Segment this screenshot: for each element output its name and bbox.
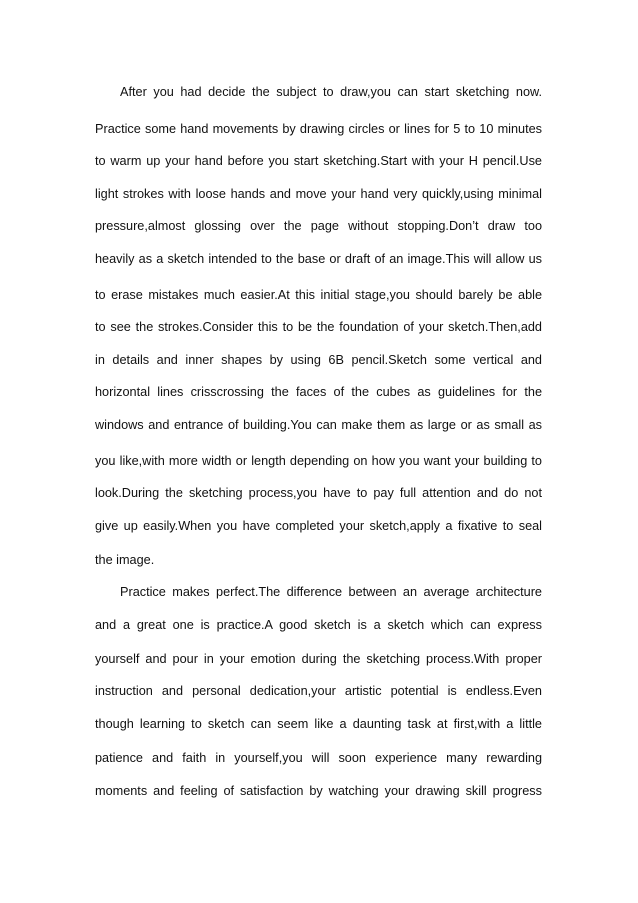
paragraph-1-line-11: windows and entrance of building.You can make them as large or as small as xyxy=(95,418,542,432)
paragraph-1-line-3: to warm up your hand before you start sketching.Start with your H pencil.Use xyxy=(95,154,542,168)
paragraph-1-line-14: give up easily.When you have completed your sketch,apply a fixative to seal xyxy=(95,519,542,533)
paragraph-2-line-3: yourself and pour in your emotion during the sketching process.With proper xyxy=(95,652,542,666)
paragraph-1-line-5: pressure,almost glossing over the page without stopping.Don’t draw too xyxy=(95,219,542,233)
paragraph-1-line-7: to erase mistakes much easier.At this initial stage,you should barely be able xyxy=(95,288,542,302)
paragraph-1-line-13: look.During the sketching process,you have to pay full attention and do not xyxy=(95,486,542,500)
paragraph-1-line-12: you like,with more width or length depending on how you want your building to xyxy=(95,454,542,468)
paragraph-2-line-1: Practice makes perfect.The difference between an average architecture xyxy=(120,585,542,599)
paragraph-1-line-6: heavily as a sketch intended to the base or draft of an image.This will allow us xyxy=(95,252,542,266)
paragraph-2-line-7: moments and feeling of satisfaction by watching your drawing skill progress xyxy=(95,784,542,798)
paragraph-2-line-5: though learning to sketch can seem like a daunting task at first,with a little xyxy=(95,717,542,731)
paragraph-1-line-8: to see the strokes.Consider this to be the foundation of your sketch.Then,add xyxy=(95,320,542,334)
paragraph-2-line-6: patience and faith in yourself,you will soon experience many rewarding xyxy=(95,751,542,765)
paragraph-1-line-1: After you had decide the subject to draw,you can start sketching now. xyxy=(120,85,542,99)
paragraph-1-line-10: horizontal lines crisscrossing the faces of the cubes as guidelines for the xyxy=(95,385,542,399)
paragraph-2-line-4: instruction and personal dedication,your artistic potential is endless.Even xyxy=(95,684,542,698)
paragraph-1-line-15: the image. xyxy=(95,553,155,567)
paragraph-1-line-2: Practice some hand movements by drawing circles or lines for 5 to 10 minutes xyxy=(95,122,542,136)
paragraph-2-line-2: and a great one is practice.A good sketch is a sketch which can express xyxy=(95,618,542,632)
paragraph-1-line-4: light strokes with loose hands and move your hand very quickly,using minimal xyxy=(95,187,542,201)
paragraph-1-line-9: in details and inner shapes by using 6B pencil.Sketch some vertical and xyxy=(95,353,542,367)
